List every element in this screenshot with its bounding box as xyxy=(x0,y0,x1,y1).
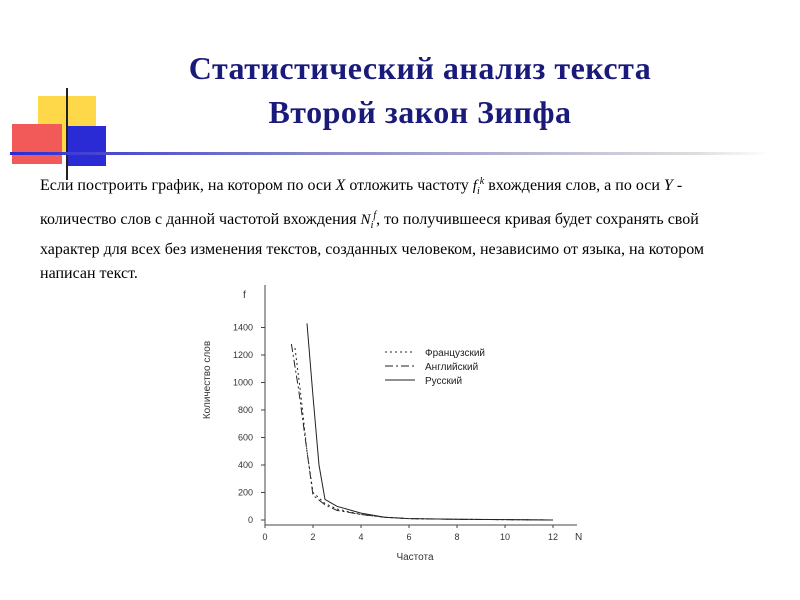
decor-gradient-rule xyxy=(10,152,770,155)
x-axis-letter: X xyxy=(335,177,346,194)
x-tick-label: 10 xyxy=(499,532,511,542)
formula-sup: f xyxy=(373,210,377,221)
count-formula xyxy=(361,204,377,238)
x-tick-label: 2 xyxy=(310,532,316,542)
slide-title-line2: Второй закон Зипфа xyxy=(268,94,572,130)
x-tick-label: 8 xyxy=(454,532,460,542)
decor-vertical-line xyxy=(66,88,68,180)
x-axis-title: Частота xyxy=(396,552,434,563)
y-tick-label: 1400 xyxy=(232,322,253,333)
body-text-part: Если построить график, на котором по оси xyxy=(40,177,336,194)
x-tick-label: 0 xyxy=(262,532,268,542)
y-axis-end-label: f xyxy=(243,290,246,301)
decor-blue-square xyxy=(66,126,106,166)
formula-base: f xyxy=(472,178,477,194)
decor-red-square xyxy=(12,124,62,164)
y-tick-label: 600 xyxy=(237,432,253,443)
body-paragraph xyxy=(40,170,730,286)
body-text-part: , то получившееся кривая будет сохранять свой характер для всех без изменения текстов, созданных человеком, независимо от языка, на котором написан текст. xyxy=(40,211,705,282)
x-tick-label: 6 xyxy=(406,532,412,542)
formula-sub: i xyxy=(476,186,480,197)
zipf-chart xyxy=(180,270,600,570)
legend-label: Французский xyxy=(425,348,485,359)
y-axis-title: Количество слов xyxy=(202,340,213,420)
body-text-part: - количество слов с данной частотой вхождения xyxy=(40,177,683,228)
body-text-part: вхождения слов, а по оси xyxy=(484,177,664,194)
frequency-formula xyxy=(473,170,484,204)
formula-sup: k xyxy=(479,176,485,187)
body-text-part: отложить частоту xyxy=(345,177,473,194)
legend-label: Русский xyxy=(425,376,463,387)
x-axis-end-label: N xyxy=(575,532,583,543)
y-tick-label: 1000 xyxy=(232,377,253,388)
y-tick-label: 0 xyxy=(247,515,253,525)
legend-label: Английский xyxy=(425,362,479,373)
slide-title-line1: Статистический анализ текста xyxy=(188,50,652,86)
y-tick-label: 800 xyxy=(237,405,253,415)
y-tick-label: 1200 xyxy=(232,350,253,360)
y-axis-letter: Y xyxy=(663,177,673,194)
series-line-1 xyxy=(295,348,553,520)
formula-base: N xyxy=(360,212,371,228)
x-tick-label: 4 xyxy=(358,532,364,542)
formula-sub: i xyxy=(370,220,374,231)
y-tick-label: 400 xyxy=(237,460,253,470)
series-line-2 xyxy=(291,344,553,520)
x-tick-label: 12 xyxy=(547,532,559,542)
y-tick-label: 200 xyxy=(237,487,253,498)
